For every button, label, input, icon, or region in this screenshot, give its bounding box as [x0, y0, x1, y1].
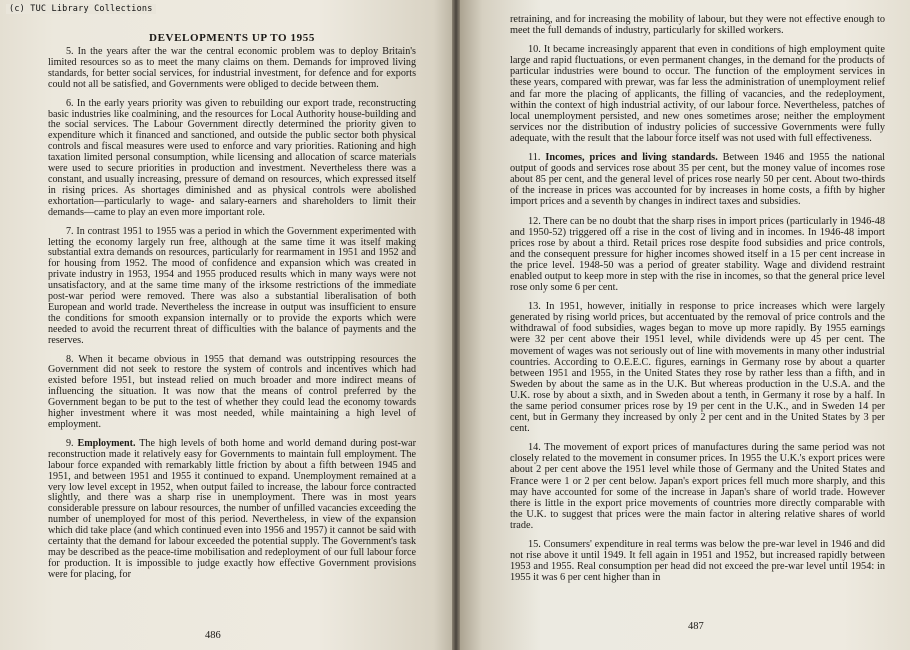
- right-page: [460, 0, 910, 650]
- paragraph-text: In contrast 1951 to 1955 was a period in which the Government experimented with letting the economy largely run free, although at the same time it was itself making substantial extra demands on resources, particularly for rearmament in 1951 and 1952 and for housing from 1952. The mood of confidence and expansion which was created in private industry in 1953, 1954 and 1955 produced results which in many ways were not unsatisfactory, and at the same time many of the irksome restrictions of the immediate post-war period were removed. There was also a substantial liberalisation of both European and world trade. Nevertheless the increase in output was insufficient to ensure the conditions for smooth expansion internally or to provide the exports which were needed to avoid the recurrent threat of difficulties with the balance of payments and the reserves.: [48, 225, 416, 346]
- page-number-left: 486: [205, 630, 221, 641]
- paragraph-text: There can be no doubt that the sharp rises in import prices (particularly in 1946-48 and 1950-52) triggered off a rise in the cost of living and in incomes. In 1946-48 import prices rose by about a third. Retail prices rose despite food subsidies and price controls, and the consequent pressure for higher incomes showed itself in a 15 per cent increase in the price level. 1948-50 was a period of greater stability. Wage and dividend restraint enabled output to keep more in step with the rise in incomes, so that the general price level rose only some 6 per cent.: [510, 215, 886, 294]
- paragraph-number: 13.: [528, 301, 541, 313]
- paragraph-number: 10.: [528, 44, 541, 56]
- paragraph-text: In the early years priority was given to rebuilding our export trade, reconstructing basic industries like coalmining, and the resources for Local Authority house-building and the social services. The Labour Government directly determined the priority given to expenditure which it financed and sanctioned, and outside the public sector both physical controls and fiscal measures were used to enforce and vary priorities. Rationing and high taxation limited personal consumption, while licensing and allocation of scarce materials were used to secure priorities in production and investment. Nevertheless there was a constant, and usually increasing, pressure of demand on resources, which expressed itself in rising prices. As shortages diminished and as physical controls were abolished exhortation—particularly to wage- and salary-earners and shareholders to limit their demands—came to play an even more important role.: [48, 97, 416, 218]
- paragraph-number: 7.: [66, 225, 74, 237]
- paragraph-11: [510, 152, 885, 207]
- book-gutter: [452, 0, 460, 650]
- paragraph-9: [48, 439, 416, 581]
- left-page: [0, 0, 452, 650]
- paragraph-14: [510, 442, 885, 531]
- paragraph-15: [510, 539, 885, 583]
- paragraph-number: 12.: [528, 215, 541, 227]
- paragraph-text: In the years after the war the central economic problem was to deploy Britain's limited resources so as to meet the many claims on them. Demands for improved living standards, for better social services, for industrial investment, for defence and for exports could not all be satisfied, and Governments were obliged to decide between them.: [48, 46, 416, 90]
- paragraph-number: 9.: [66, 437, 74, 449]
- paragraph-text: Consumers' expenditure in real terms was below the pre-war level in 1946 and did not rise above it until 1949. It fell again in 1951 and 1952, but increased rapidly between 1953 and 1955. Real consumption per head did not exceed the pre-war level until 1954: in 1955 it was 6 per cent higher than in: [510, 539, 886, 584]
- paragraph-8: [48, 355, 416, 431]
- paragraph-number: 8.: [66, 353, 74, 365]
- paragraph-6: [48, 99, 416, 219]
- page-number-right: 487: [688, 621, 704, 632]
- paragraph-5: [48, 47, 416, 91]
- paragraph-10: [510, 44, 885, 144]
- paragraph-number: 15.: [528, 539, 541, 551]
- paragraph-text: When it became obvious in 1955 that demand was outstripping resources the Government did not seek to restore the system of controls and incentives which had existed before 1951, but instead relied on much broader and more indirect means of influencing the situation. It was now that the means of control preferred by the Government began to be put to the test of whether they could lead the economy towards higher investment where it was most needed, while maintaining a high level of employment.: [48, 353, 417, 430]
- paragraph-text: Between 1946 and 1955 the national output of goods and services rose about 35 per cent, but the money value of incomes rose about 85 per cent, and the general level of prices rose nearly 50 per cent. About two-thirds of the increase in prices was accounted for by increases in home costs, a fifth by higher import prices and a seventh by changes in indirect taxes and subsidies.: [510, 152, 885, 208]
- paragraph-text: The movement of export prices of manufactures during the same period was not closely related to the movement in consumer prices. In 1955 the U.K.'s export prices were about 2 per cent above the 1951 level while those of Germany and the United States and France were 1 or 2 per cent below. Japan's export prices fell much more sharply, and this may have accounted for some of the increase in Japan's share of world trade. However there is little in the export price movements of countries more directly comparable with the U.K. to suggest that prices were the main factor in altering relative shares of world trade.: [510, 442, 886, 531]
- paragraph-text: The high levels of both home and world demand during post-war reconstruction made it relatively easy for Governments to maintain full employment. The labour force expanded with remarkably little friction by about a fifth between 1945 and 1951, and between 1951 and 1955 it continued to expand. Unemployment remained at a very low level except in 1952, when output failed to increase, the labour force contracted slightly, and there was a sharp rise in unemployment. There was in most years considerable pressure on labour resources, the number of unfilled vacancies exceeding the number of unemployed for most of this period. Nevertheless, in view of the expansion which did take place (and which continued even into 1956 and 1957) it cannot be said with certainty that the demand for labour exceeded the potential supply. The Government's task may be described as the peace-time mobilisation and redeployment of our full labour force for production. It is impossible to judge exactly how effective Government provisions were for placing, for: [48, 437, 416, 580]
- watermark: (c) TUC Library Collections: [6, 4, 156, 14]
- section-heading-incomes: Incomes, prices and living standards.: [545, 152, 718, 164]
- paragraph-12: [510, 216, 885, 294]
- paragraph-7: [48, 227, 416, 347]
- paragraph-text: It became increasingly apparent that even in conditions of high employment quite large and rapid fluctuations, or even permanent changes, in the demand for the products of particular industries were bound to occur. The function of the employment services in these years, compared with prewar, was far less the administration of unemployment relief and far more the placing of applicants, the filling of vacancies, and the redeployment, within the context of high industrial activity, of our labour force. Nevertheless, patches of local unemployment persisted, and new ones sometimes arose; neither the employment services nor the distribution of industry policies of successive Governments were fully adequate, with the result that the labour force itself was not used with full effectiveness.: [510, 44, 885, 144]
- paragraph-text: In 1951, however, initially in response to price increases which were largely generated by rising world prices, but accentuated by the removal of price controls and the withdrawal of food subsidies, wages began to move up more rapidly. By 1955 earnings were 32 per cent above their 1951 level, while dividends were up 45 per cent. The movement of wages was not seriously out of line with movements in many other industrial countries. According to O.E.E.C. figures, earnings in Germany rose by about a quarter between 1951 and 1955, in the United States they rose by rather less than a fifth, and in Sweden by about the same as in the U.K. But whereas production in the U.S.A. and the U.K. rose by about a sixth, and in Sweden about a tenth, in Germany it rose by a half. In the same period consumer prices rose by 19 per cent in the U.K., and in Sweden 14 per cent, but in Germany they increased by only 2 per cent and in the United States by 3 per cent.: [510, 301, 885, 435]
- paragraph-number: 5.: [66, 46, 74, 57]
- paragraph-13: [510, 301, 885, 434]
- section-heading-employment: Employment.: [77, 437, 136, 449]
- paragraph-number: 14.: [528, 442, 541, 454]
- paragraph-continuation: retraining, and for increasing the mobility of labour, but they were not effective enough to meet the full demands of industry, particularly for skilled workers.: [510, 14, 885, 37]
- paragraph-number: 6.: [66, 97, 74, 109]
- page-heading: DEVELOPMENTS UP TO 1955: [149, 32, 315, 44]
- paragraph-number: 11.: [528, 152, 541, 164]
